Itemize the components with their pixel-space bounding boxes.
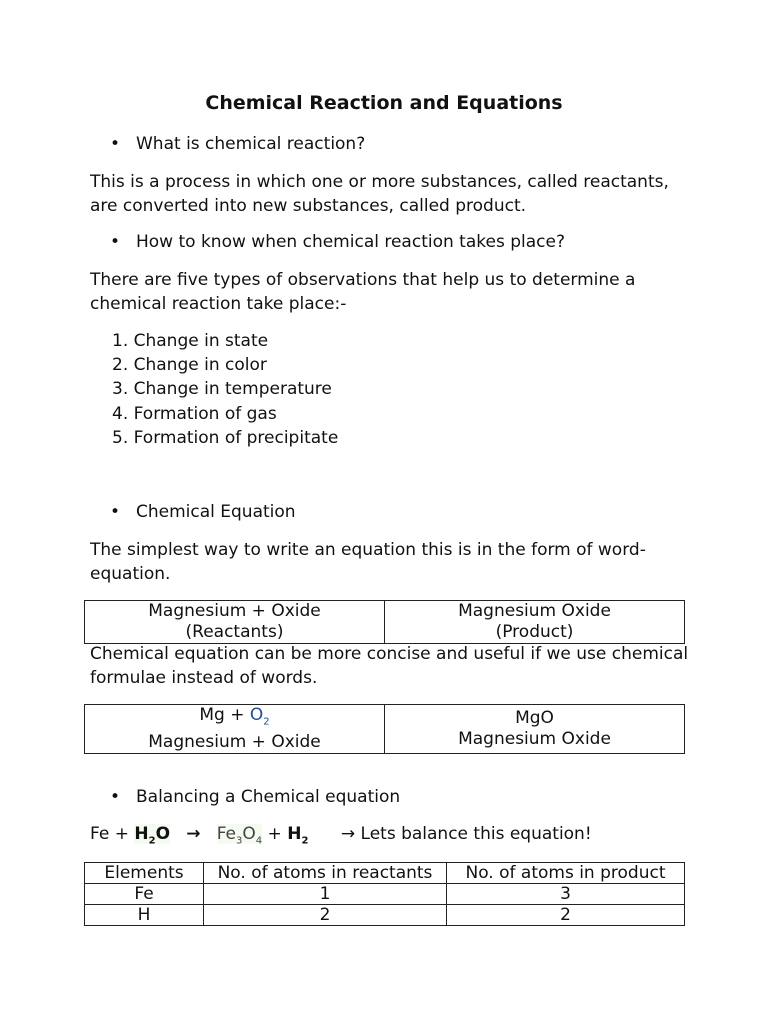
list-item: 1. Change in state [112, 331, 269, 351]
element-symbol: H [134, 824, 149, 844]
cell-line: Magnesium + Oxide [148, 601, 321, 621]
bullet-icon: • [110, 787, 121, 807]
table-cell: 2 [204, 905, 447, 926]
hydrogen-formula [287, 824, 309, 847]
table-cell: 1 [204, 884, 447, 905]
cell-line [85, 705, 384, 732]
paragraph: This is a process in which one or more substances, called reactants, are converted into new substances, called product. [90, 172, 669, 216]
table-cell: H [85, 905, 204, 926]
word-equation-table [84, 600, 685, 644]
formula-text: Mg + [199, 705, 250, 725]
bullet-text: How to know when chemical reaction takes place? [136, 232, 565, 252]
equation-note: Lets balance this equation! [360, 824, 592, 844]
formula-text: Fe + [90, 824, 135, 844]
balance-equation [90, 824, 592, 846]
table-header-row [85, 863, 685, 884]
oxygen-symbol: O [249, 705, 264, 725]
paragraph: Chemical equation can be more concise and useful if we use chemical formulae instead of words. [90, 644, 689, 688]
list-item: 2. Change in color [112, 355, 267, 376]
bullet-icon: • [110, 232, 121, 252]
column-header: No. of atoms in product [447, 863, 685, 884]
iron-oxide-formula [216, 824, 263, 847]
formula-text: + [262, 824, 288, 844]
subscript: 3 [236, 835, 243, 847]
formula-equation-table [84, 704, 685, 754]
list-item: 5. Formation of precipitate [112, 427, 339, 448]
element-symbol: H [287, 824, 302, 844]
cell-line: (Reactants) [185, 622, 284, 642]
list-item: 3. Change in temperature [112, 379, 332, 400]
bullet-text: Balancing a Chemical equation [136, 787, 401, 807]
table-cell: Fe [85, 884, 204, 905]
cell-line: MgO [515, 708, 554, 729]
subscript: 2 [301, 835, 309, 847]
table-cell: 3 [447, 884, 685, 905]
page-title: Chemical Reaction and Equations [205, 92, 563, 114]
element-symbol: Fe [216, 824, 237, 844]
subscript: 2 [263, 716, 270, 728]
column-header: No. of atoms in reactants [204, 863, 447, 884]
table-row [85, 905, 685, 926]
bullet-text: What is chemical reaction? [136, 134, 366, 154]
column-header: Elements [85, 863, 204, 884]
water-formula [134, 824, 171, 847]
atoms-table [84, 862, 685, 926]
bullet-text: Chemical Equation [136, 502, 296, 522]
arrow-icon: → [186, 824, 201, 844]
cell-line: Magnesium + Oxide [148, 732, 321, 753]
element-symbol: O [242, 824, 256, 844]
bullet-icon: • [110, 134, 121, 154]
ordered-list [112, 329, 338, 450]
reactants-cell [85, 705, 385, 754]
arrow-icon: → [340, 824, 356, 844]
cell-line: Magnesium Oxide [458, 729, 611, 750]
cell-line: (Product) [495, 622, 574, 642]
table-cell: 2 [447, 905, 685, 926]
table-row [85, 884, 685, 905]
product-cell [385, 601, 685, 644]
cell-line: Magnesium Oxide [458, 601, 611, 621]
reactants-cell [85, 601, 385, 644]
subscript: 2 [148, 835, 156, 847]
element-symbol: O [155, 824, 171, 844]
list-item: 4. Formation of gas [112, 403, 277, 424]
subscript: 4 [255, 835, 263, 847]
paragraph: There are five types of observations that help us to determine a chemical reaction take place:- [90, 270, 636, 314]
bullet-icon: • [110, 502, 121, 522]
product-cell [385, 705, 685, 754]
paragraph: The simplest way to write an equation this is in the form of word-equation. [90, 540, 646, 584]
